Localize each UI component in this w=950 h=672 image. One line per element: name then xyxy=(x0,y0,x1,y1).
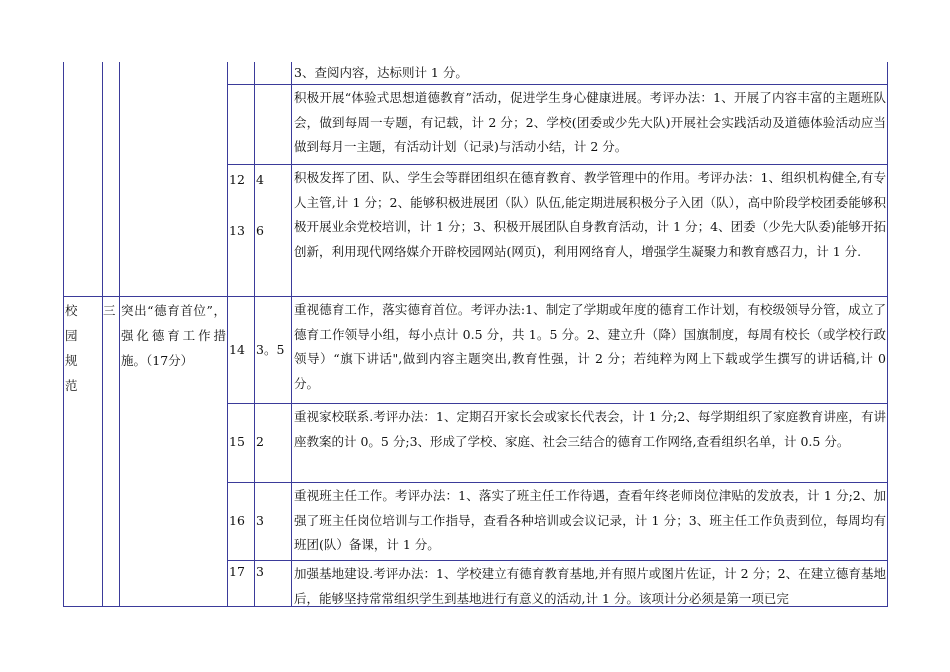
criteria-text: 重视德育工作，落实德育首位。考评办法:1、制定了学期或年度的德育工作计划，有校级领导分管，成立了德育工作领导小组，每小点计 0.5 分，共 1。5 分。2、建立升（降）国旗制度，每周有校长（或学校行政领导）“旗下讲话",做到内容主题突出,教育性强，计 2 分；若纯粹为网上下载或学生撰写的讲话稿,计 0 分。 xyxy=(294,302,886,391)
item-score-cell xyxy=(256,564,290,580)
item-number: 17 xyxy=(229,564,245,579)
row-divider xyxy=(63,296,888,297)
row-divider xyxy=(227,403,888,404)
criteria-text: 3、查阅内容，达标则计 1 分。 xyxy=(294,65,468,80)
row-divider xyxy=(227,164,888,165)
item-number-cell xyxy=(229,513,253,529)
criteria-cell xyxy=(294,298,886,396)
criteria-text: 积极发挥了团、队、学生会等群团组织在德育教育、教学管理中的作用。考评办法：1、组织机构健全,有专人主管,计 1 分；2、能够积极进展团（队）队伍,能定期进展积极分子入团（队），高中阶段学校团委能够积极开展业余党校培训，计 1 分；3、积极开展团队自身教育活动，计 1 分；4、团委（少先大队委)能够开拓创新，利用现代网络媒介开辟校园网站(网页)，利用网络育人，增强学生凝聚力和教育感召力，计 1 分. xyxy=(294,170,886,259)
criteria-cell xyxy=(294,562,886,606)
subcategory-label: 三 xyxy=(103,303,116,318)
criteria-text: 加强基地建设.考评办法：1、学校建立有德育教育基地,并有照片或图片佐证，计 2 分；2、在建立德育基地后，能够坚持常常组织学生到基地进行有意义的活动,计 1 分。该项计分必须是第一项已完 xyxy=(294,566,886,606)
row-divider xyxy=(227,482,888,483)
item-score: 2 xyxy=(256,434,264,449)
table-border-right xyxy=(887,62,888,607)
col-divider-1 xyxy=(102,62,103,607)
item-score-cell xyxy=(256,223,290,239)
row-divider xyxy=(227,560,888,561)
criteria-text: 重视家校联系.考评办法：1、定期召开家长会或家长代表会，计 1 分;2、每学期组织了家庭教育讲座，有讲座教案的计 0。5 分;3、形成了学校、家庭、社会三结合的德育工作网络,查看组织名单，计 0.5 分。 xyxy=(294,409,886,449)
evaluation-table xyxy=(63,62,888,607)
criteria-cell xyxy=(294,484,886,558)
category-label: 校 园规 范 xyxy=(65,303,84,393)
col-divider-2 xyxy=(119,62,120,607)
item-score-cell xyxy=(256,513,290,529)
item-description-cell xyxy=(121,298,226,373)
item-number-cell xyxy=(229,223,253,239)
category-cell xyxy=(65,298,101,398)
item-score-cell xyxy=(256,172,290,188)
col-divider-5 xyxy=(291,62,292,607)
item-score-cell xyxy=(256,342,290,358)
item-number-cell xyxy=(229,564,253,580)
item-number: 14 xyxy=(229,342,245,357)
col-divider-3 xyxy=(227,62,228,607)
item-number-cell xyxy=(229,434,253,450)
item-number: 13 xyxy=(229,223,245,238)
criteria-cell xyxy=(294,61,886,86)
item-score: 3 xyxy=(256,564,264,579)
criteria-cell xyxy=(294,86,886,160)
item-score: 6 xyxy=(256,223,264,238)
table-border-left xyxy=(63,62,64,607)
item-number-cell xyxy=(229,172,253,188)
subcategory-cell xyxy=(103,298,119,323)
item-number: 15 xyxy=(229,434,245,449)
item-number: 16 xyxy=(229,513,245,528)
item-score: 3。5 xyxy=(256,342,285,357)
criteria-cell xyxy=(294,405,886,454)
criteria-text: 积极开展“体验式思想道德教育”活动，促进学生身心健康进展。考评办法：1、开展了内容丰富的主题班队会，做到每周一专题，有记载，计 2 分；2、学校(团委或少先大队)开展社会实践活动及道德体验活动应当做到每月一主题，有活动计划（记录)与活动小结，计 2 分。 xyxy=(294,90,886,154)
item-score: 3 xyxy=(256,513,264,528)
item-description: 突出“德育首位”，强化德育工作措施。（17分） xyxy=(121,303,226,368)
criteria-cell xyxy=(294,166,886,264)
item-number-cell xyxy=(229,342,253,358)
criteria-text: 重视班主任工作。考评办法：1、落实了班主任工作待遇，查看年终老师岗位津贴的发放表，计 1 分;2、加强了班主任岗位培训与工作指导，查看各种培训或会议记录，计 1 分；3、班主任工作负责到位，每周均有班团(队）备课，计 1 分。 xyxy=(294,488,886,552)
table-border-bottom xyxy=(63,606,888,607)
item-score: 4 xyxy=(256,172,264,187)
item-score-cell xyxy=(256,434,290,450)
item-number: 12 xyxy=(229,172,245,187)
col-divider-4 xyxy=(254,62,255,607)
